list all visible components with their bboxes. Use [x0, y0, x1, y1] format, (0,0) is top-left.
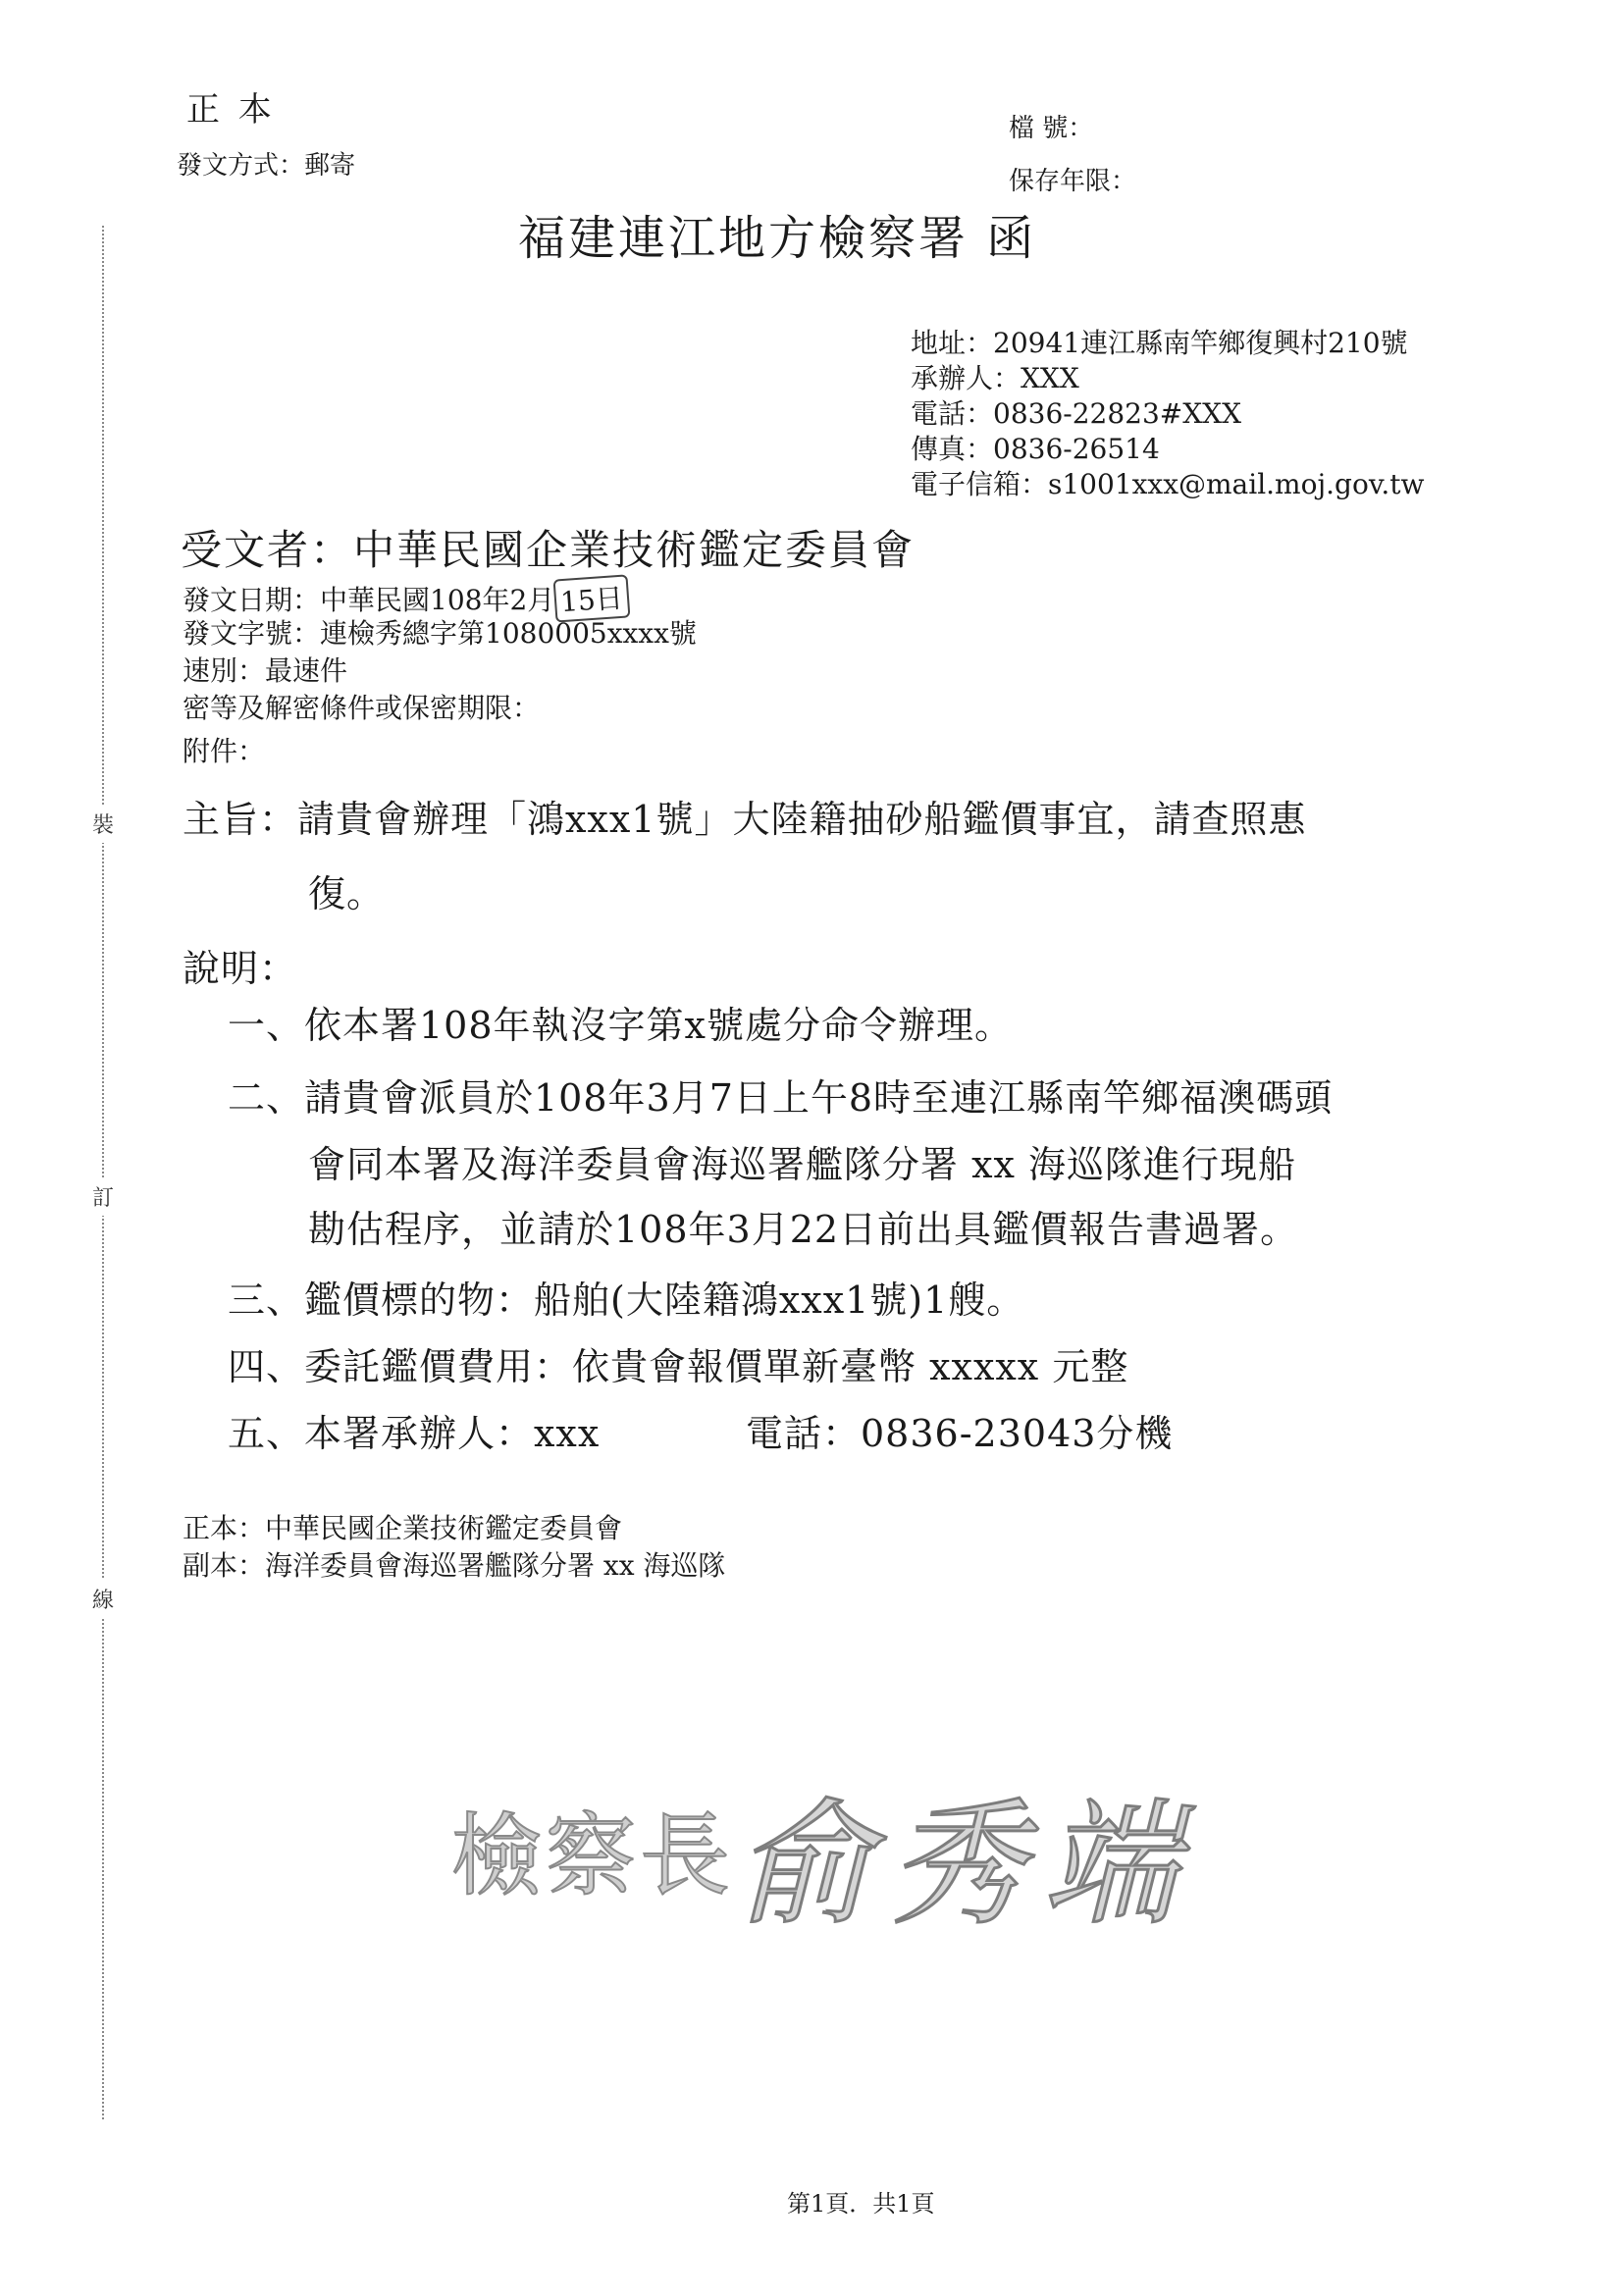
explanation-item-1: 一、依本署108年執沒字第x號處分命令辦理。 — [228, 1004, 1013, 1047]
issue-date-prefix: 發文日期：中華民國108年2月 — [183, 584, 555, 616]
signature-title: 檢察長 — [451, 1803, 735, 1908]
email: 電子信箱：s1001xxx@mail.moj.gov.tw — [911, 468, 1425, 500]
signature-seal — [451, 1756, 1197, 1944]
fax: 傳真：0836-26514 — [911, 433, 1160, 465]
explanation-item-5-handler: 五、本署承辦人：xxx — [228, 1412, 601, 1455]
document-title: 福建連江地方檢察署 函 — [518, 211, 1037, 266]
distribution-copy: 副本：海洋委員會海巡署艦隊分署 xx 海巡隊 — [183, 1549, 726, 1582]
explanation-label: 說明： — [183, 947, 298, 990]
explanation-item-4: 四、委託鑑價費用：依貴會報價單新臺幣 xxxxx 元整 — [228, 1345, 1129, 1388]
file-number-label: 檔 號： — [1009, 114, 1094, 143]
page-number: 第1頁．共1頁 — [787, 2190, 935, 2218]
binding-line — [102, 226, 104, 2119]
speed-class: 速別：最速件 — [183, 654, 348, 687]
explanation-item-2-line-1: 二、請貴會派員於108年3月7日上午8時至連江縣南竿鄉福澳碼頭 — [228, 1076, 1334, 1120]
explanation-item-3: 三、鑑價標的物：船舶(大陸籍鴻xxx1號)1艘。 — [228, 1278, 1025, 1322]
address: 地址：20941連江縣南竿鄉復興村210號 — [911, 327, 1408, 359]
handler: 承辦人：XXX — [911, 362, 1079, 394]
explanation-item-5-phone: 電話：0836-23043分機 — [746, 1412, 1174, 1455]
attachment: 附件： — [183, 735, 266, 767]
explanation-item-2-line-2: 會同本署及海洋委員會海巡署艦隊分署 xx 海巡隊進行現船 — [308, 1143, 1297, 1186]
subject-line-1: 主旨：請貴會辦理「鴻xxx1號」大陸籍抽砂船鑑價事宜，請查照惠 — [183, 798, 1307, 841]
secrecy-level: 密等及解密條件或保密期限： — [183, 692, 541, 724]
signature-name: 俞秀端 — [736, 1786, 1196, 1944]
date-stamp: 15日 — [553, 574, 631, 622]
delivery-method: 發文方式：郵寄 — [177, 151, 356, 181]
recipient: 受文者：中華民國企業技術鑑定委員會 — [181, 526, 916, 574]
binding-mark-xian: 線 — [92, 1580, 114, 1618]
distribution-original: 正本：中華民國企業技術鑑定委員會 — [183, 1512, 623, 1544]
phone: 電話：0836-22823#XXX — [911, 397, 1242, 430]
copy-type: 正 本 — [186, 90, 276, 130]
subject-line-2: 復。 — [308, 872, 386, 915]
binding-mark-zhuang: 裝 — [92, 805, 114, 843]
retention-label: 保存年限： — [1009, 167, 1137, 196]
document-number: 發文字號：連檢秀總字第1080005xxxx號 — [183, 617, 697, 650]
binding-mark-ding: 訂 — [92, 1177, 114, 1216]
explanation-item-2-line-3: 勘估程序，並請於108年3月22日前出具鑑價報告書過署。 — [308, 1208, 1299, 1251]
